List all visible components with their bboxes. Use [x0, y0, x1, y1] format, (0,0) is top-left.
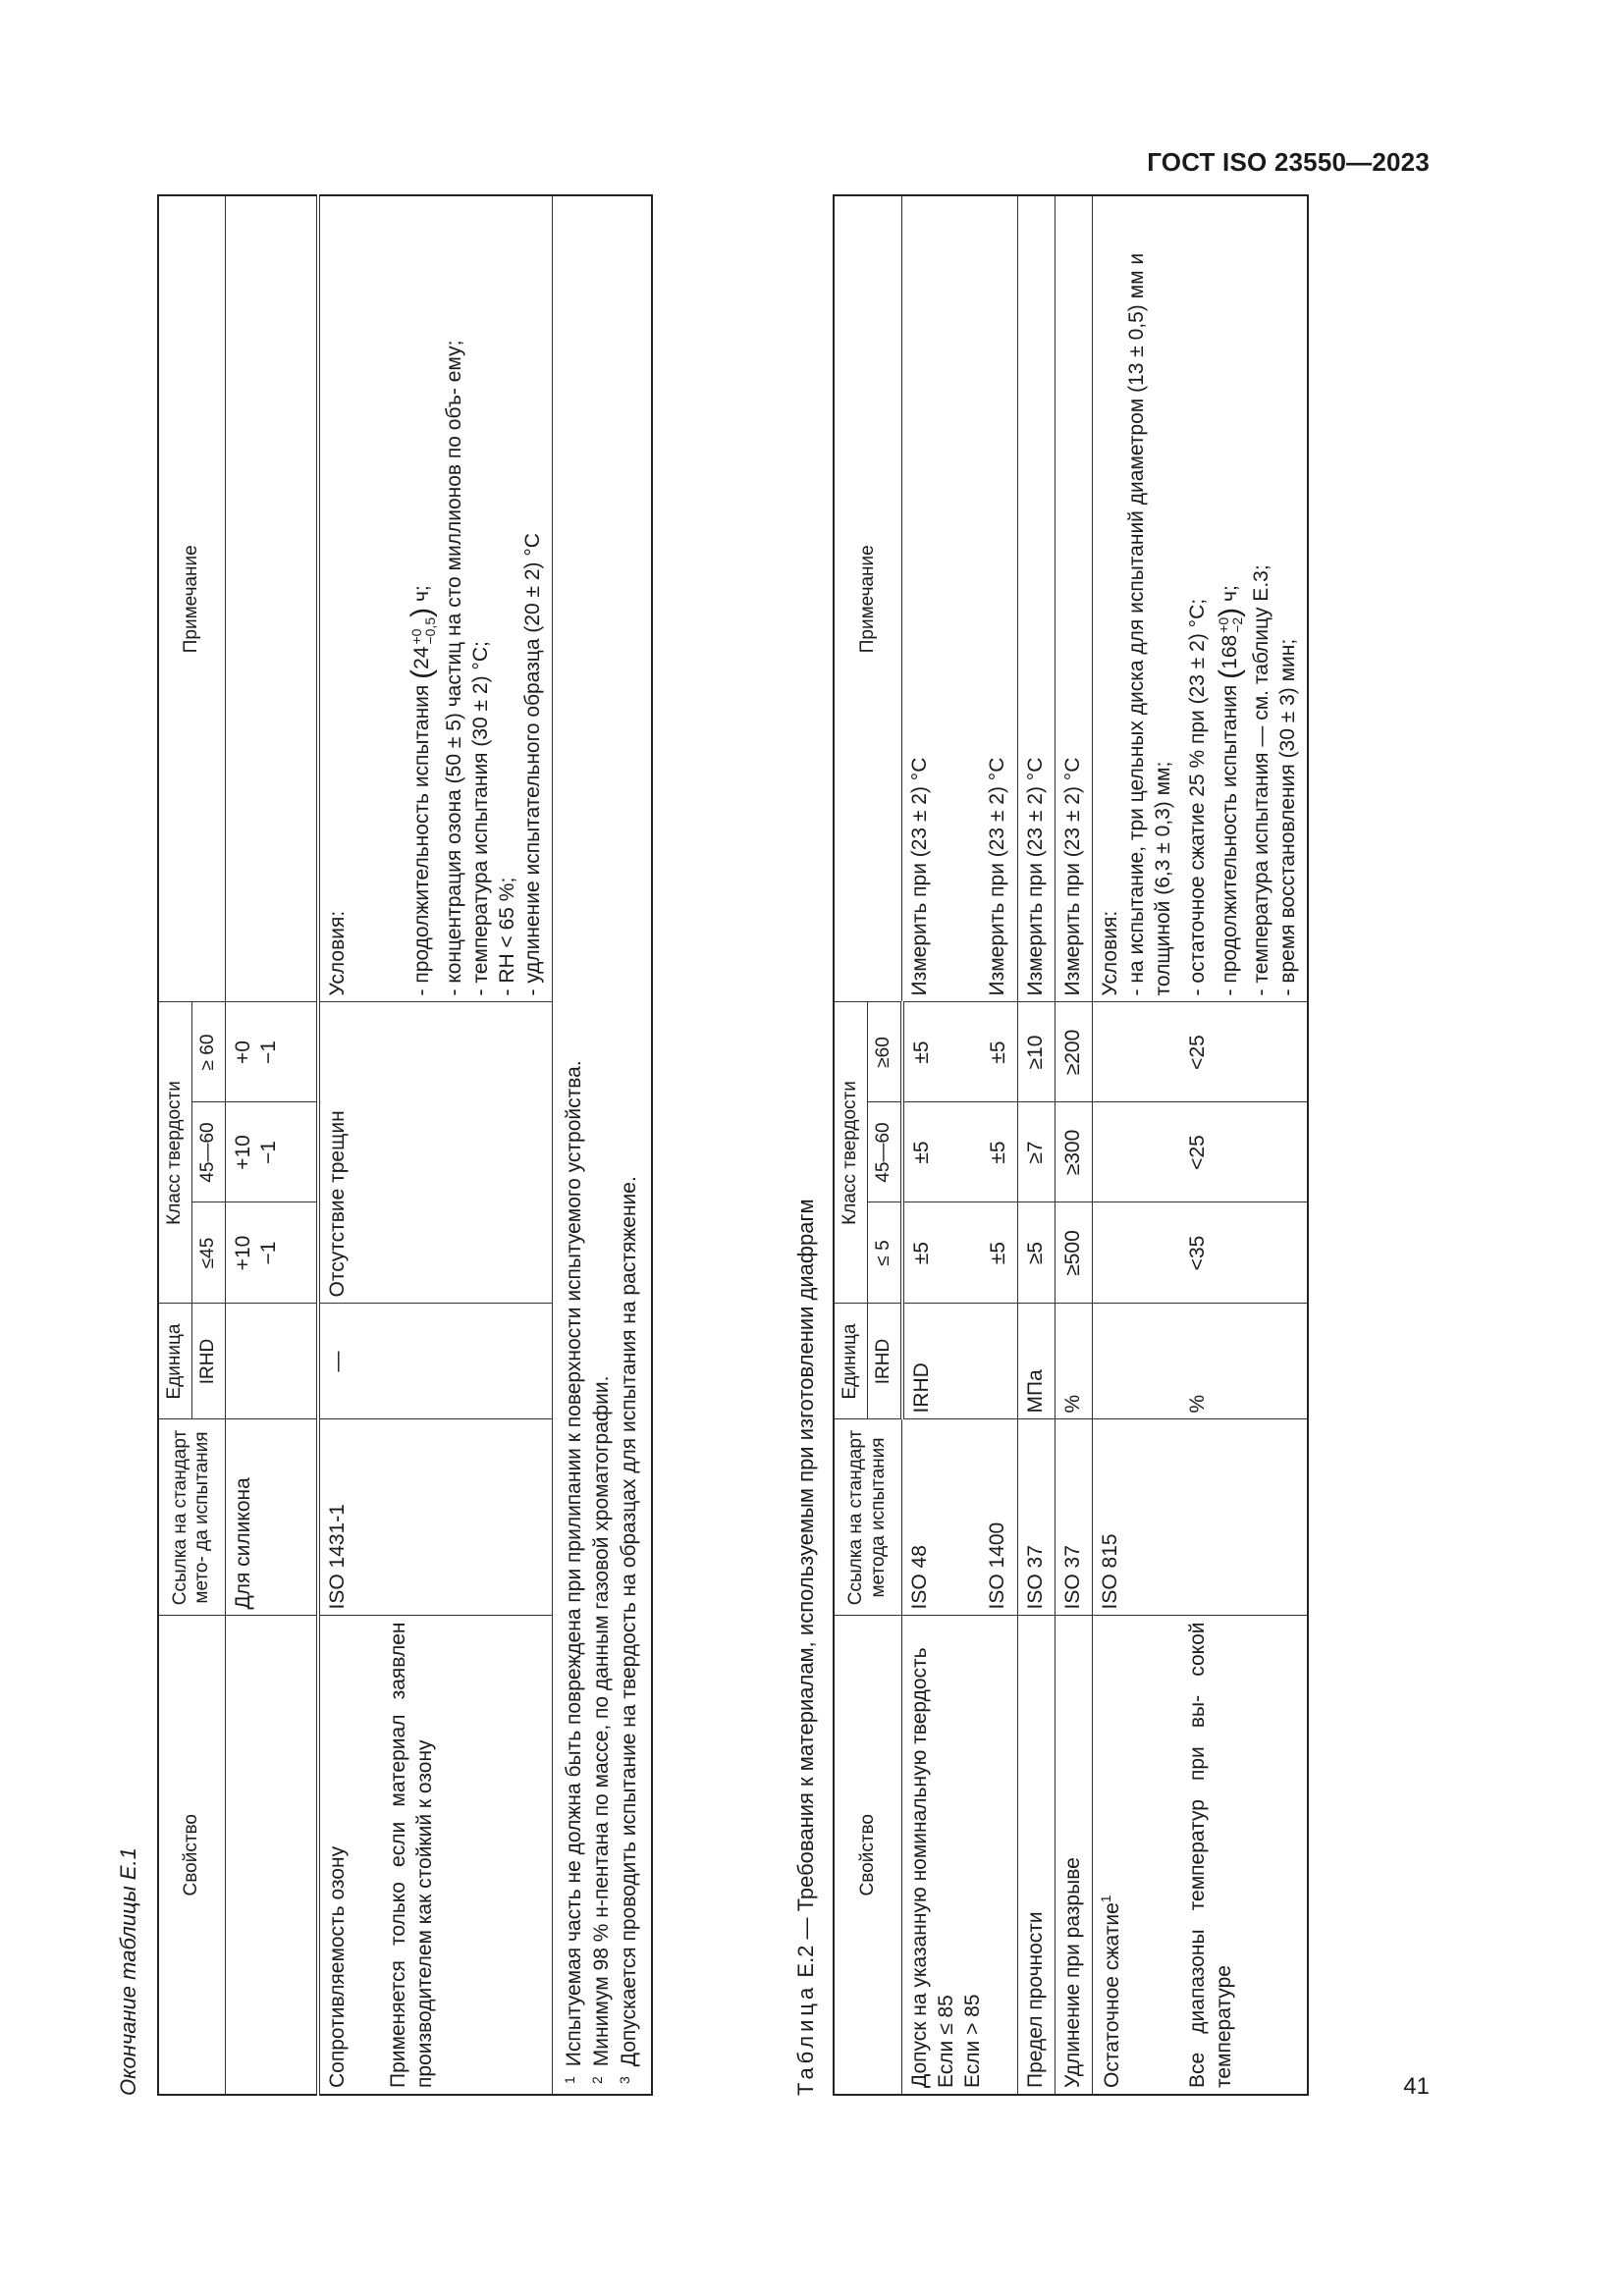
t1-footnote-1: 1 Испытуемая часть не должна быть повреждена при прилипании к поверхности испытуемого устройства. [562, 1060, 586, 2084]
t2-elongation-h1: ≥500 [1056, 1202, 1093, 1304]
t1-header-h2: 45—60 [191, 1102, 225, 1202]
table-row [1018, 195, 1056, 2095]
t2-compression-h3: <25 [1093, 1002, 1308, 1102]
t1-header-note: Примечание [158, 195, 225, 1002]
t2-elongation-ref: ISO 37 [1056, 1419, 1093, 1616]
t2-tolerance-property: Допуск на указанную номинальную твердость Если ≤ 85 Если > 85 [902, 1616, 1018, 2095]
t1-header-unit: Единица [158, 1304, 191, 1419]
t2-tolerance-h2: ±5 ±5 [902, 1102, 1018, 1202]
t1-silicone-note [225, 195, 318, 1002]
t2-tolerance-note: Измерить при (23 ± 2) °C Измерить при (23 ± 2) °C [902, 195, 1018, 1002]
t1-ozone-duration: - продолжительность испытания (24 +0 −0,5 ) ч; [406, 585, 439, 996]
t2-tolerance-ref: ISO 48 ISO 1400 [902, 1419, 1018, 1616]
t2-compression-h2: <25 [1093, 1102, 1308, 1202]
t2-compression-unit: % [1093, 1304, 1308, 1419]
t2-tolerance-unit: IRHD [902, 1304, 1018, 1419]
t1-ozone-ref: ISO 1431-1 [318, 1419, 553, 1616]
table-e2-caption: Таблица E.2 — Требования к материалам, используемым при изготовлении диафрагм [793, 1199, 818, 2096]
t2-elongation-note: Измерить при (23 ± 2) °C [1056, 195, 1093, 1002]
table-e2 [833, 194, 1309, 2096]
t1-header-h3: ≥ 60 [191, 1002, 225, 1102]
t2-tensile-h1: ≥5 [1018, 1202, 1056, 1304]
table-e1-continuation-caption: Окончание таблицы E.1 [116, 1847, 140, 2096]
t1-silicone-ref: Для силикона [225, 1419, 318, 1616]
t2-tensile-h3: ≥10 [1018, 1002, 1056, 1102]
t1-silicone-unit [225, 1304, 318, 1419]
t1-ozone-note: Условия: - продолжительность испытания (24 +0 −0,5 ) ч; - концентрация озона (50 ± 5) частиц на сто миллионов по объ- ему; - температура испытания (30 ± 2) °C; - RH < 65 %; - удлинение испытательного образца (20 ± 2) °C [318, 195, 553, 1002]
table-e1 [157, 194, 653, 2096]
t2-tensile-ref: ISO 37 [1018, 1419, 1056, 1616]
t2-header-unit: Единица [834, 1304, 867, 1419]
document-header: ГОСТ ISO 23550—2023 [1147, 147, 1430, 177]
t2-elongation-h3: ≥200 [1056, 1002, 1093, 1102]
t2-header-h1: ≤ 5 [867, 1202, 901, 1304]
t2-tensile-property: Предел прочности [1018, 1616, 1056, 2095]
t2-header-unit-irhd: IRHD [867, 1304, 901, 1419]
t1-header-unit-irhd: IRHD [191, 1304, 225, 1419]
t1-header-ref: Ссылка на стандарт мето- да испытания [158, 1419, 225, 1616]
t2-tensile-unit: МПа [1018, 1304, 1056, 1419]
t1-footnote-2: 2 Минимум 98 % н-пентана по массе, по данным газовой хроматографии. [589, 1375, 614, 2084]
t2-elongation-property: Удлинение при разрыве [1056, 1616, 1093, 2095]
t2-compression-note: Условия: - на испытание, три цельных диска для испытаний диаметром (13 ± 0,5) мм и толщиной (6,3 ± 0,3) мм; - остаточное сжатие 25 % при (23 ± 2) °C; - продолжительность испытания (168 +0 −2 ) ч; - температура испытания — см. таблицу E.3; - время восстановления (30 ± 3) мин; [1093, 195, 1308, 1002]
t2-tolerance-h3: ±5 ±5 [902, 1002, 1018, 1102]
t1-silicone-property [225, 1616, 318, 2095]
t1-header-h1: ≤45 [191, 1202, 225, 1304]
t2-compression-duration: - продолжительность испытания (168 +0 −2 ) ч; [1213, 585, 1246, 996]
t2-compression-property: Остаточное сжатие$^1$ Все диапазоны температур при вы- сокой температуре [1093, 1616, 1308, 2095]
table-row [1056, 195, 1093, 2095]
t2-elongation-h2: ≥300 [1056, 1102, 1093, 1202]
table-row [1093, 195, 1308, 2095]
t2-header-h2: 45—60 [867, 1102, 901, 1202]
t2-header-note: Примечание [834, 195, 902, 1002]
t2-header-hardness: Класс твердости [834, 1002, 867, 1304]
rotated-page-content [116, 196, 1443, 2096]
t1-header-property: Свойство [158, 1616, 225, 2095]
table-row [902, 195, 1018, 2095]
t1-silicone-h3: +0 −1 [225, 1002, 318, 1102]
t1-ozone-result: Отсутствие трещин [318, 1002, 553, 1304]
t2-elongation-unit: % [1056, 1304, 1093, 1419]
t1-footnote-3: 3 Допускается проводить испытание на твердость на образцах для испытания на растяжение. [616, 1176, 640, 2084]
t2-compression-h1: <35 [1093, 1202, 1308, 1304]
page-number: 41 [1403, 2073, 1430, 2100]
t1-silicone-h2: +10 −1 [225, 1102, 318, 1202]
t2-header-h3: ≥60 [867, 1002, 901, 1102]
t1-silicone-h1: +10 −1 [225, 1202, 318, 1304]
t2-tensile-note: Измерить при (23 ± 2) °C [1018, 195, 1056, 1002]
t1-ozone-unit: — [318, 1304, 553, 1419]
t2-compression-ref: ISO 815 [1093, 1419, 1308, 1616]
t1-header-hardness: Класс твердости [158, 1002, 191, 1304]
t2-tolerance-h1: ±5 ±5 [902, 1202, 1018, 1304]
t2-header-ref: Ссылка на стандарт метода испытания [834, 1419, 902, 1616]
t1-footnotes [553, 195, 652, 2095]
t2-tensile-h2: ≥7 [1018, 1102, 1056, 1202]
t1-ozone-property: Сопротивляемость озону Применяется только если материал заявлен производителем как стойкий к озону [318, 1616, 553, 2095]
t2-header-property: Свойство [834, 1616, 902, 2095]
